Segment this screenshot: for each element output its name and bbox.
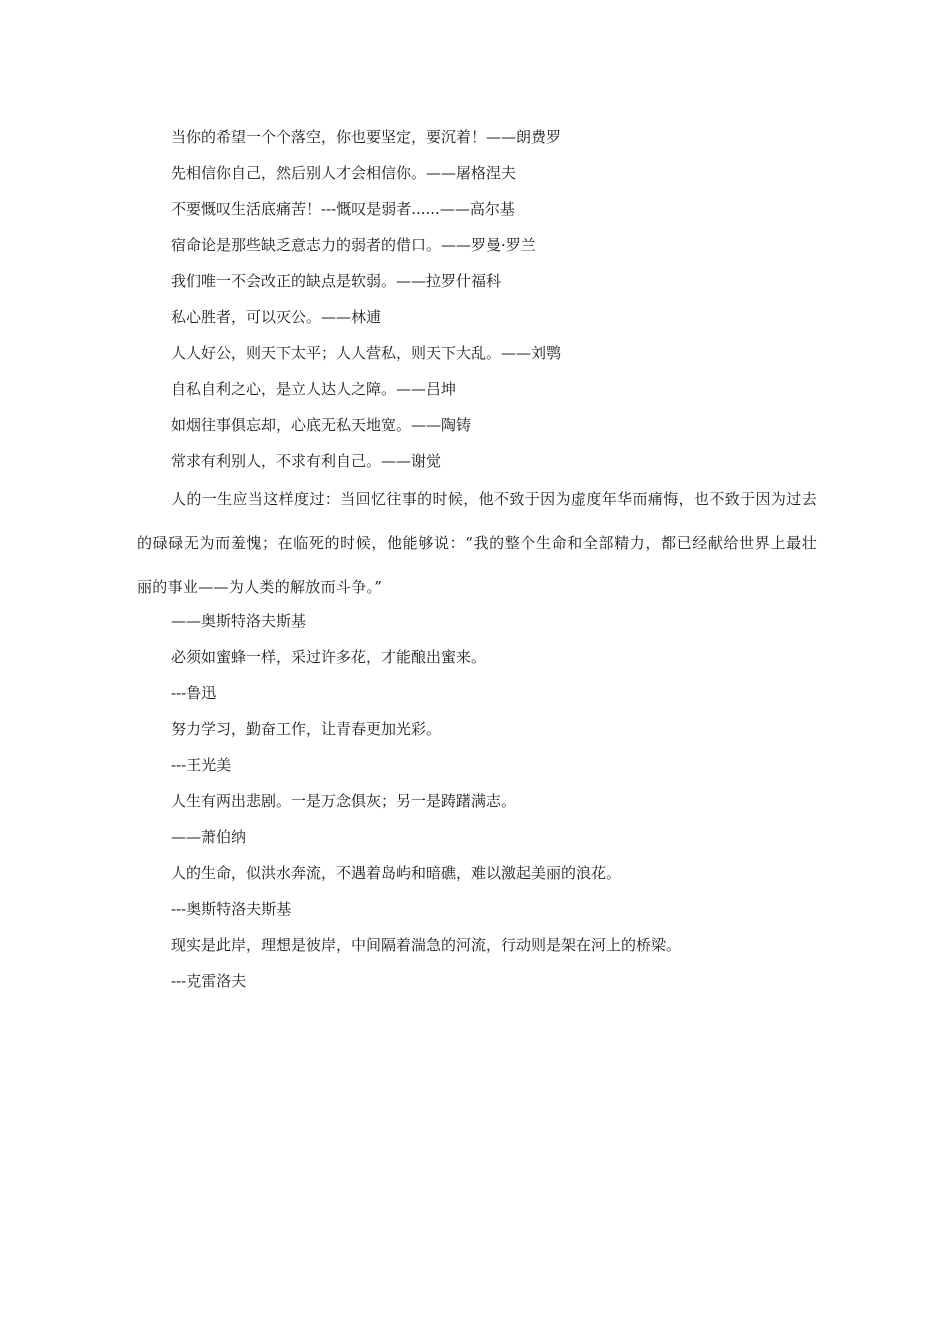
quote-line: 必须如蜜蜂一样，采过许多花，才能酿出蜜来。 — [171, 648, 487, 666]
quote-line: 不要慨叹生活底痛苦！---慨叹是弱者......——高尔基 — [171, 200, 515, 218]
quote-line: 自私自利之心，是立人达人之障。——吕坤 — [171, 380, 457, 398]
quote-author: ---鲁迅 — [171, 684, 217, 702]
quote-paragraph: 人的一生应当这样度过：当回忆往事的时候，他不致于因为虚度年华而痛悔，也不致于因为过去的碌碌无为而羞愧；在临死的时候，他能够说：“我的整个生命和全部精力，都已经献给世界上最壮丽的事业——为人类的解放而斗争。” — [137, 490, 817, 596]
quote-line: 先相信你自己，然后别人才会相信你。——屠格涅夫 — [171, 164, 517, 182]
quote-author: ---奥斯特洛夫斯基 — [171, 900, 292, 918]
quote-line: 人人好公，则天下太平；人人营私，则天下大乱。——刘鹗 — [171, 344, 562, 362]
quote-author: ---克雷洛夫 — [171, 972, 247, 990]
quote-line: 我们唯一不会改正的缺点是软弱。——拉罗什福科 — [171, 272, 502, 290]
quote-line: 现实是此岸，理想是彼岸，中间隔着湍急的河流，行动则是架在河上的桥梁。 — [171, 936, 682, 954]
quote-line: 常求有利别人，不求有利自己。——谢觉 — [171, 452, 442, 470]
quote-line: 人的生命，似洪水奔流，不遇着岛屿和暗礁，难以激起美丽的浪花。 — [171, 864, 622, 882]
quote-author: ——奥斯特洛夫斯基 — [171, 612, 307, 630]
quote-line: 私心胜者，可以灭公。——林逋 — [171, 308, 382, 326]
quote-line: 努力学习，勤奋工作，让青春更加光彩。 — [171, 720, 442, 738]
quote-line: 宿命论是那些缺乏意志力的弱者的借口。——罗曼·罗兰 — [171, 236, 536, 254]
quote-author: ---王光美 — [171, 756, 232, 774]
quote-line: 人生有两出悲剧。一是万念俱灰；另一是踌躇满志。 — [171, 792, 517, 810]
quote-line: 如烟往事俱忘却，心底无私天地宽。——陶铸 — [171, 416, 472, 434]
document-body — [137, 123, 817, 1003]
quote-author: ——萧伯纳 — [171, 828, 247, 846]
quote-line: 当你的希望一个个落空，你也要坚定，要沉着！——朗费罗 — [171, 128, 562, 146]
